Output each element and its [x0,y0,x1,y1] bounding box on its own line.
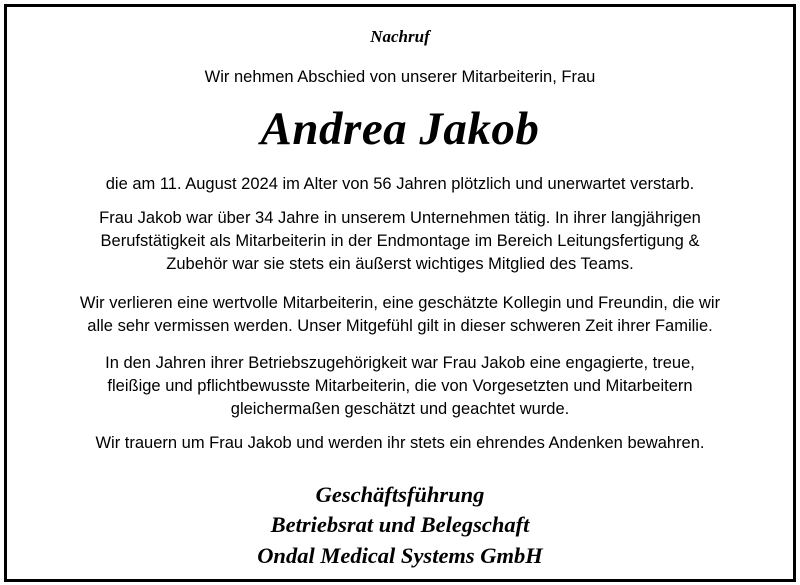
paragraph-death-date [27,173,773,196]
paragraph-tribute [27,352,773,421]
paragraph-line: Frau Jakob war über 34 Jahre in unserem Unternehmen tätig. In ihrer langjährigen [99,209,701,227]
paragraph-line: Wir verlieren eine wertvolle Mitarbeiterin, eine geschätzte Kollegin und Freundin, die wir [79,294,721,312]
signature-works-council: Betriebsrat und Belegschaft [270,512,530,537]
intro-line: Wir nehmen Abschied von unserer Mitarbeiterin, Frau [204,68,596,86]
obituary-frame [4,4,796,582]
signature-management: Geschäftsführung [315,482,485,507]
paragraph-line: fleißige und pflichtbewusste Mitarbeiterin, die von Vorgesetzten und Mitarbeitern [107,377,693,395]
paragraph-mourning [27,432,773,455]
paragraph-line: alle sehr vermissen werden. Unser Mitgefühl gilt in dieser schweren Zeit ihrer Familie. [87,317,713,335]
obituary-notice [7,7,793,579]
paragraph-loss [27,292,773,338]
signature-company: Ondal Medical Systems GmbH [257,543,543,568]
paragraph-line: Wir trauern um Frau Jakob und werden ihr stets ein ehrendes Andenken bewahren. [95,434,705,452]
paragraph-line: gleichermaßen geschätzt und geachtet wurde. [230,400,570,418]
deceased-name: Andrea Jakob [260,103,540,155]
paragraph-line: In den Jahren ihrer Betriebszugehörigkeit war Frau Jakob eine engagierte, treue, [105,354,695,372]
paragraph-line: die am 11. August 2024 im Alter von 56 Jahren plötzlich und unerwartet verstarb. [105,175,695,193]
paragraph-line: Berufstätigkeit als Mitarbeiterin in der Endmontage im Bereich Leitungsfertigung & [100,232,700,250]
paragraph-career [27,207,773,276]
notice-heading: Nachruf [370,27,430,46]
paragraph-line: Zubehör war sie stets ein äußerst wichtiges Mitglied des Teams. [166,255,634,273]
